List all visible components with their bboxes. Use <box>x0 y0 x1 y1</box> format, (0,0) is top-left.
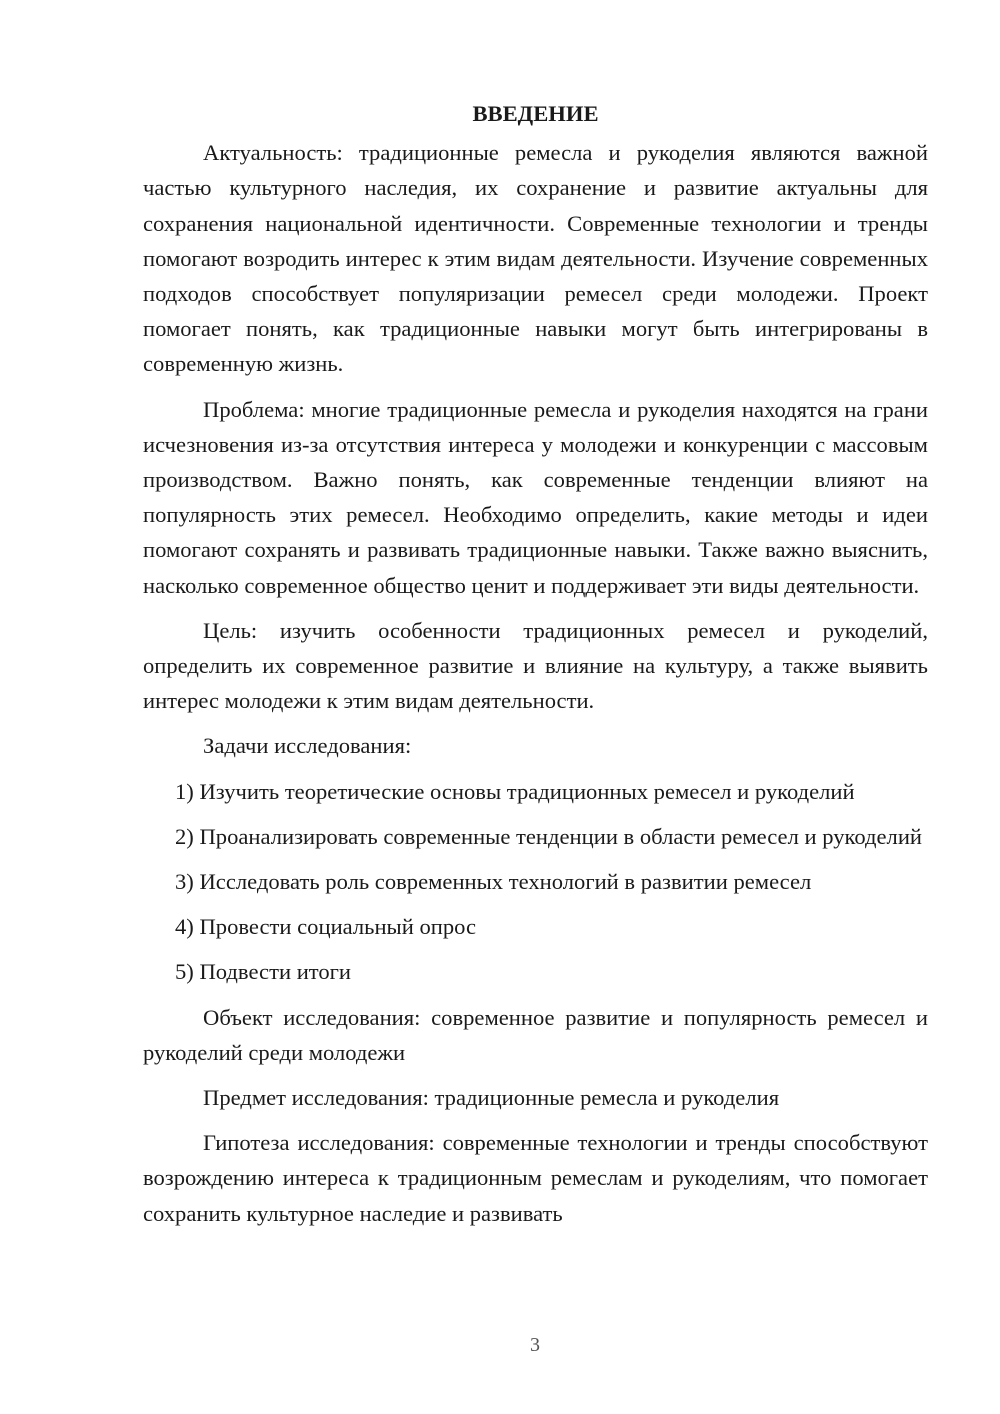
task-item-3: 3) Исследовать роль современных технологий в развитии ремесел <box>175 869 812 895</box>
paragraph-goal: Цель: изучить особенности традиционных ремесел и рукоделий, определить их современное развитие и влияние на культуру, а также выявить интерес молодежи к этим видам деятельности. <box>143 617 928 714</box>
document-body <box>143 96 928 1231</box>
task-item-1: 1) Изучить теоретические основы традиционных ремесел и рукоделий <box>175 778 855 804</box>
task-item-5: 5) Подвести итоги <box>175 959 352 985</box>
paragraph-relevance: Актуальность: традиционные ремесла и рукоделия являются важной частью культурного наследия, их сохранение и развитие актуальны для сохранения национальной идентичности. Современные технологии и тренды помогают возродить интерес к этим видам деятельности. Изучение современных подходов способствует популяризации ремесел среди молодежи. Проект помогает понять, как традиционные навыки могут быть интегрированы в современную жизнь. <box>143 140 928 377</box>
task-item-4: 4) Провести социальный опрос <box>175 914 477 940</box>
paragraph-hypothesis: Гипотеза исследования: современные технологии и тренды способствуют возрождению интереса к традиционным ремеслам и рукоделиям, что помогает сохранить культурное наследие и развивать <box>143 1130 928 1226</box>
paragraph-problem: Проблема: многие традиционные ремесла и рукоделия находятся на грани исчезновения из-за отсутствия интереса у молодежи и конкуренции с массовым производством. Важно понять, как современные тенденции влияют на популярность этих ремесел. Необходимо определить, какие методы и идеи помогают сохранять и развивать традиционные навыки. Также важно выяснить, насколько современное общество ценит и поддерживает эти виды деятельности. <box>143 396 928 598</box>
paragraph-subject: Предмет исследования: традиционные ремесла и рукоделия <box>203 1085 780 1111</box>
page-number: 3 <box>530 1334 540 1356</box>
paragraph-tasks-heading: Задачи исследования: <box>203 733 412 759</box>
page-title: ВВЕДЕНИЕ <box>472 101 599 126</box>
paragraph-object: Объект исследования: современное развитие и популярность ремесел и рукоделий среди молодежи <box>143 1004 928 1065</box>
task-item-2: 2) Проанализировать современные тенденции в области ремесел и рукоделий <box>175 823 923 849</box>
